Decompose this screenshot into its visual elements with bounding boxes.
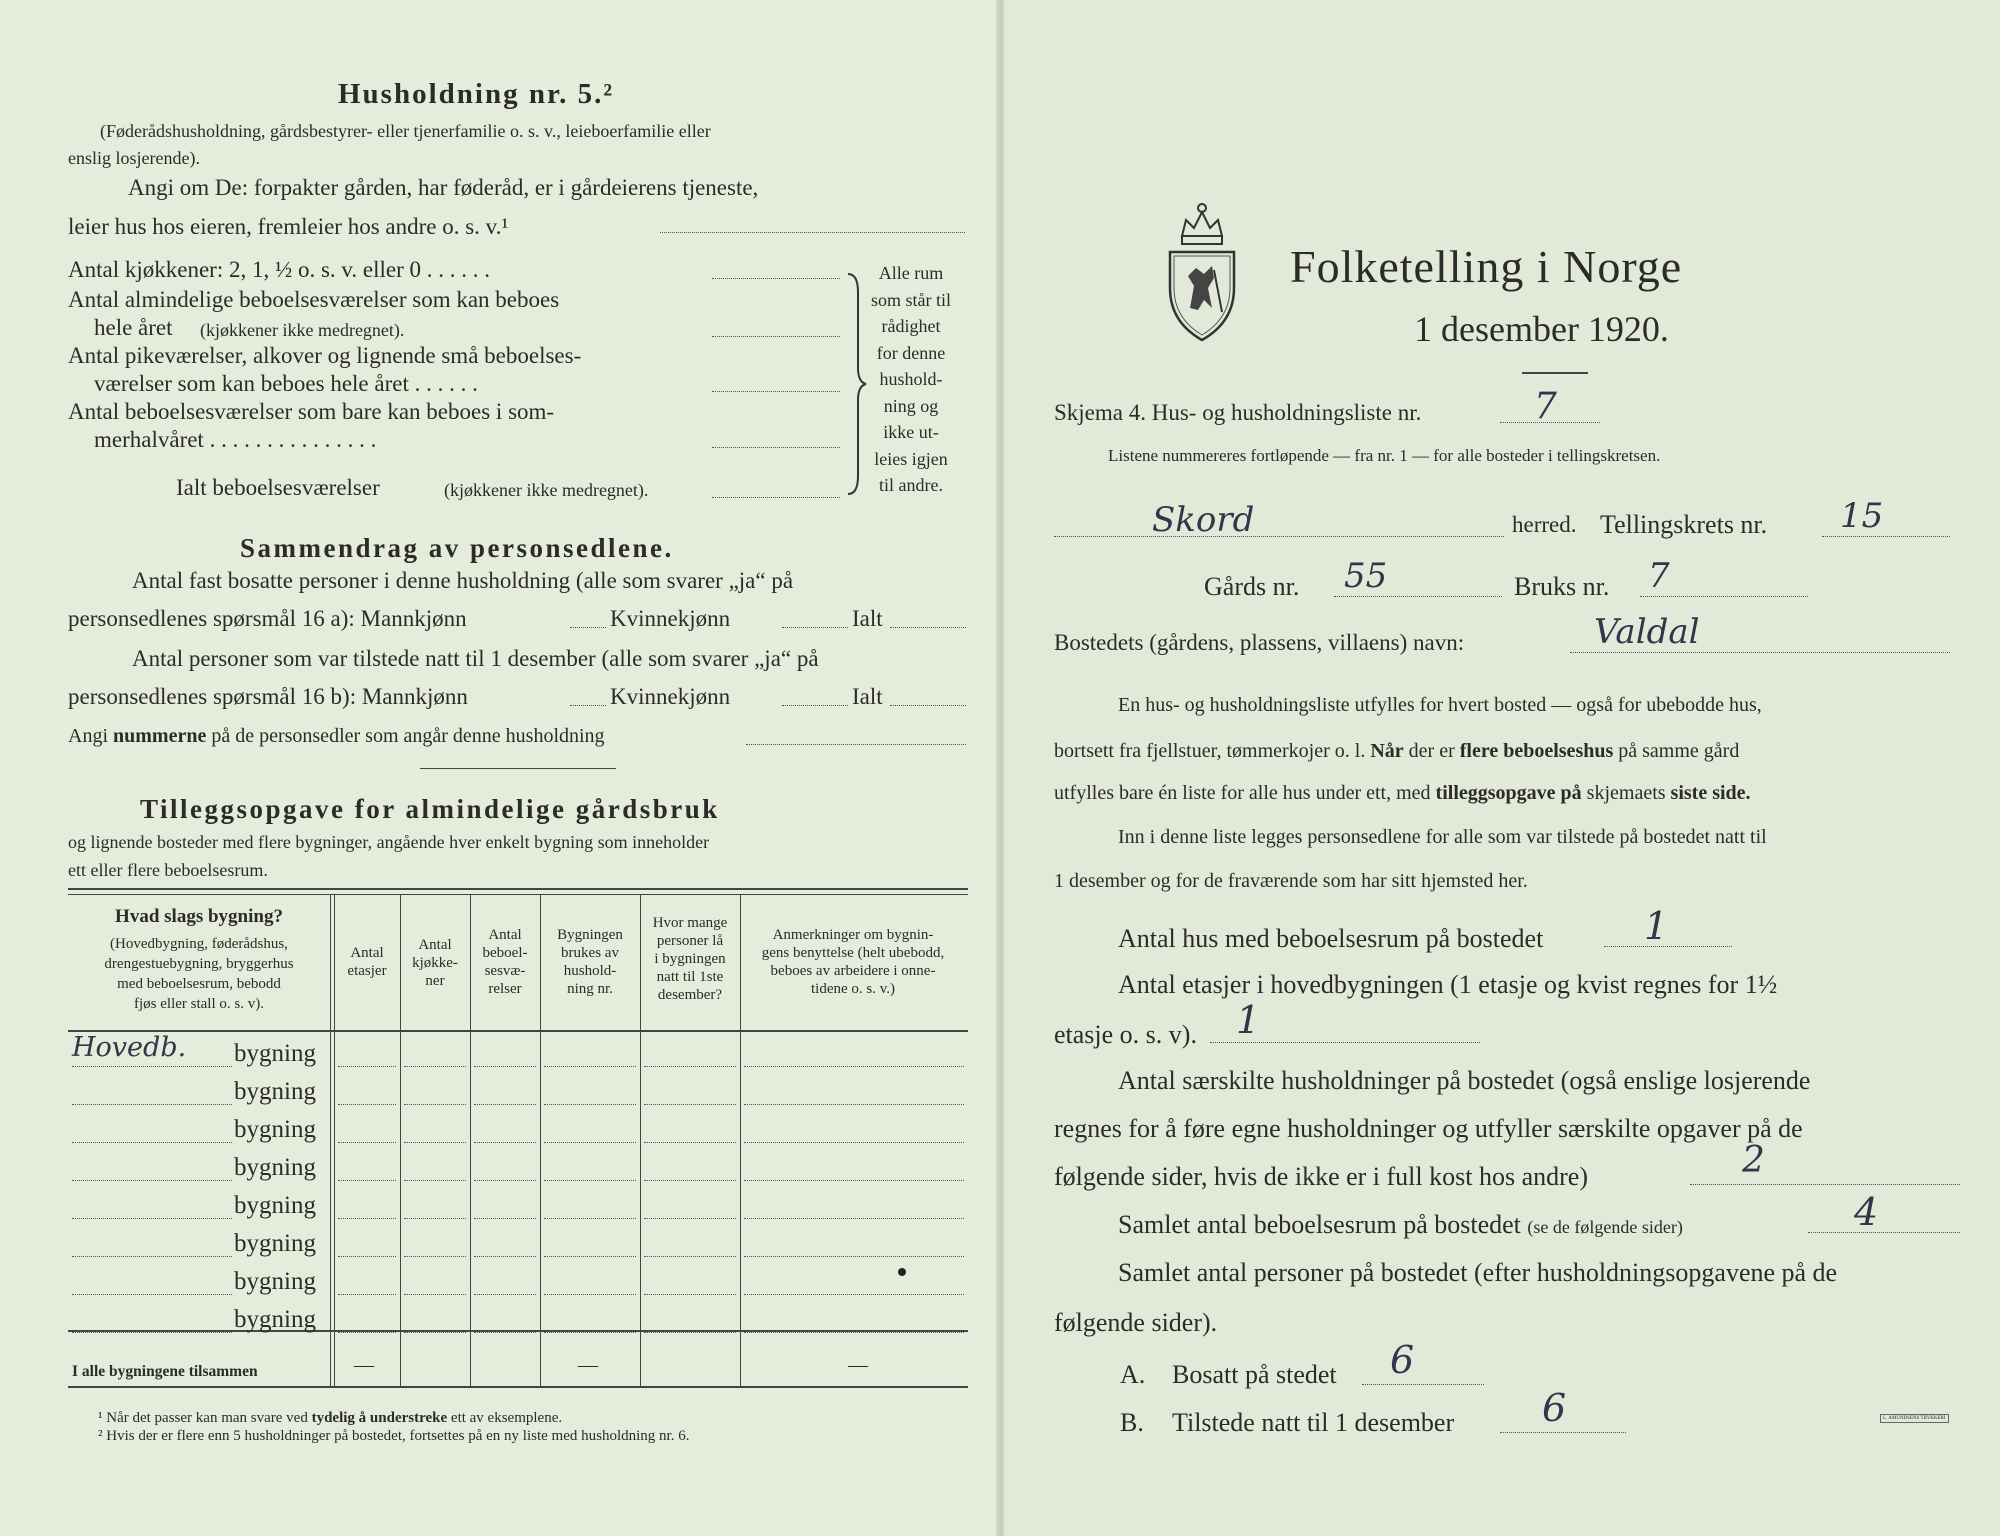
building-row-label: bygning [234, 1268, 316, 1295]
total-rooms-line [712, 497, 840, 498]
table-cell-line [544, 1332, 636, 1333]
building-type-value: Hovedb. [72, 1032, 187, 1063]
present-total-label: Ialt [852, 684, 883, 709]
total-rooms-label-b: (se de følgende sider) [1527, 1217, 1683, 1237]
residence-name-value: Valdal [1594, 612, 1700, 652]
table-cell-line [404, 1294, 466, 1295]
building-type-line [72, 1256, 232, 1257]
table-cell-line [474, 1294, 536, 1295]
table-cell-line [544, 1180, 636, 1181]
households-line [1690, 1184, 1960, 1185]
houses-label: Antal hus med beboelsesrum på bostedet [1118, 924, 1544, 953]
col-head-line: beboes av arbeidere i onne- [770, 963, 936, 979]
table-cell-line [338, 1218, 396, 1219]
building-type-line [72, 1332, 232, 1333]
holding-number-value: 7 [1648, 556, 1670, 596]
table-cell-line [644, 1180, 736, 1181]
table-head-rule [68, 1030, 968, 1032]
table-cell-line [338, 1142, 396, 1143]
schema-label: Skjema 4. Hus- og husholdningsliste nr. [1054, 400, 1422, 425]
present-female-label: Kvinnekjønn [610, 684, 731, 709]
side-note-line: som står til [871, 289, 951, 310]
table-top-rule-2 [68, 894, 968, 895]
table-cell-line [544, 1294, 636, 1295]
table-cell-line [404, 1104, 466, 1105]
resident-female-line [782, 627, 848, 628]
present-line-1: Antal personer som var tilstede natt til 1 desember (alle som svarer „ja“ på [132, 646, 819, 671]
angi-line-2: leier hus hos eieren, fremleier hos andre o. s. v.¹ [68, 214, 509, 239]
households-label-1: Antal særskilte husholdninger på bostedet (også enslige losjerende [1118, 1066, 1811, 1095]
side-note-line: hushold- [879, 369, 943, 389]
col-head-line: tidene o. s. v.) [810, 981, 895, 997]
present-b-line [1500, 1432, 1626, 1433]
col-building-sub-line: (Hovedbygning, føderådshus, [110, 936, 288, 952]
footnote-1-b: tydelig å understreke [311, 1410, 448, 1426]
footnote-1 [98, 1410, 562, 1427]
instruction-1: En hus- og husholdningsliste utfylles for hvert bosted — også for ubebodde hus, [1118, 694, 1762, 716]
col-head-line: natt til 1ste [656, 969, 724, 985]
table-cell-line [474, 1218, 536, 1219]
col-head-line: Antal [350, 945, 384, 961]
farm-number-value: 55 [1344, 556, 1388, 596]
col-head-line: ning nr. [567, 981, 613, 997]
residence-name-label: Bostedets (gårdens, plassens, villaens) navn: [1054, 630, 1465, 655]
col-rule [330, 894, 331, 1386]
col-head-line: etasjer [347, 963, 387, 979]
col-building-head: Hvad slags bygning? [115, 906, 283, 927]
building-row-label: bygning [234, 1230, 316, 1257]
resident-total-line [890, 627, 966, 628]
col-building-sub-line: med beboelsesrum, bebodd [117, 976, 281, 992]
houses-value: 1 [1644, 904, 1669, 948]
col-head-line: brukes av [561, 945, 619, 961]
table-cell-line [644, 1066, 736, 1067]
table-cell-line [644, 1218, 736, 1219]
table-cell-line [404, 1256, 466, 1257]
table-cell-line [338, 1104, 396, 1105]
right-page [1004, 0, 2000, 1536]
building-type-line [72, 1104, 232, 1105]
resident-line-1: Antal fast bosatte personer i denne husholdning (alle som svarer „ja“ på [132, 568, 794, 593]
small-rooms-line [712, 391, 840, 392]
building-row-label: bygning [234, 1192, 316, 1219]
side-note-line: ning og [883, 395, 939, 416]
col-head-line: hushold- [563, 963, 617, 979]
col-head-line: Antal [418, 937, 452, 953]
table-cell-line [338, 1066, 396, 1067]
footnote-2: ² Hvis der er flere enn 5 husholdninger på bostedet, fortsettes på en ny liste med husholdning nr. 6. [98, 1428, 690, 1444]
table-cell-line [744, 1294, 964, 1295]
ordinary-rooms-note: (kjøkkener ikke medregnet). [200, 320, 405, 340]
table-cell-line [544, 1104, 636, 1105]
numbers-label-b: nummerne [113, 725, 207, 747]
table-cell-line [404, 1218, 466, 1219]
col-building-sub-line: fjøs eller stall o. s. v). [134, 996, 264, 1012]
col-head-line: personer lå [656, 933, 724, 949]
col-head-line: desember? [657, 987, 723, 1003]
building-row-label: bygning [234, 1078, 316, 1105]
census-title: Folketelling i Norge [1290, 241, 1683, 292]
resident-a-letter: A. [1120, 1360, 1146, 1389]
col-head-line: sesvæ- [484, 963, 526, 979]
small-rooms-label-2: værelser som kan beboes hele året . . . . . . [94, 371, 478, 396]
supplement-line-2: ett eller flere beboelsesrum. [68, 860, 268, 880]
section-divider [420, 768, 616, 769]
table-cell-line [474, 1256, 536, 1257]
total-rooms-label-r [1118, 1210, 1683, 1240]
col-kitchens-head [400, 936, 470, 990]
side-note-line: leies igjen [874, 448, 948, 469]
table-cell-line [544, 1142, 636, 1143]
footnote-1-c: ett av eksemplene. [450, 1410, 563, 1426]
present-total-line [890, 705, 966, 706]
farm-number-line [1334, 596, 1502, 597]
col-building-sub-line: drengestuebygning, bryggerhus [104, 956, 294, 972]
households-label-3: følgende sider, hvis de ikke er i full kost hos andre) [1054, 1162, 1588, 1191]
col-head-line: Hvor mange [652, 915, 728, 931]
residence-name-line [1570, 652, 1950, 653]
col-head-line: Bygningen [557, 927, 623, 943]
table-cell-line [404, 1180, 466, 1181]
numbers-line [746, 744, 966, 745]
angi-answer-line [660, 232, 965, 233]
building-row-label: bygning [234, 1306, 316, 1333]
resident-female-label: Kvinnekjønn [610, 606, 731, 631]
col-rooms-head [470, 926, 540, 998]
table-cell-line [474, 1332, 536, 1333]
total-dash: — [578, 1354, 598, 1376]
table-cell-line [644, 1256, 736, 1257]
total-rooms-label: Ialt beboelsesværelser [176, 475, 380, 500]
side-note-line: rådighet [881, 316, 941, 336]
farm-number-label: Gårds nr. [1204, 572, 1300, 601]
supplement-line-1: og lignende bosteder med flere bygninger, angående hver enkelt bygning som inneholder [68, 832, 710, 852]
building-type-line [72, 1218, 232, 1219]
ordinary-rooms-line [712, 336, 840, 337]
resident-male-line [570, 627, 606, 628]
printer-stamp: L. AMUNDSENS TRYKKERI [1880, 1414, 1949, 1423]
table-cell-line [644, 1332, 736, 1333]
kitchens-label: Antal kjøkkener: 2, 1, ½ o. s. v. eller 0 . . . . . . [68, 257, 491, 282]
present-female-line [782, 705, 848, 706]
table-cell-line [644, 1142, 736, 1143]
herred-value: Skord [1152, 500, 1255, 540]
total-rooms-value: 4 [1854, 1190, 1879, 1234]
instruction-2 [1054, 740, 1739, 763]
instruction-2-d: flere beboelseshus [1459, 740, 1614, 762]
brace-mark [844, 272, 868, 496]
instruction-3-d: siste side. [1670, 782, 1751, 804]
total-rooms-note: (kjøkkener ikke medregnet). [444, 480, 649, 500]
building-type-line [72, 1294, 232, 1295]
resident-a-label: Bosatt på stedet [1172, 1360, 1337, 1389]
col-floors-head [334, 944, 400, 980]
title-rule [1522, 372, 1588, 374]
col-head-line: gens benyttelse (helt ubebodd, [761, 945, 945, 961]
col-remarks-head [740, 926, 966, 998]
resident-total-label: Ialt [852, 606, 883, 631]
col-building-sub [68, 934, 330, 1014]
summer-rooms-label-2: merhalvåret . . . . . . . . . . . . . . . [94, 427, 377, 452]
total-persons-label-1: Samlet antal personer på bostedet (efter husholdningsopgavene på de [1118, 1258, 1838, 1287]
district-line [1822, 536, 1950, 537]
ink-dot [898, 1268, 906, 1276]
summer-rooms-line [712, 447, 840, 448]
resident-a-value: 6 [1390, 1338, 1415, 1382]
table-cell-line [338, 1256, 396, 1257]
schema-number: 7 [1534, 386, 1557, 427]
numbering-note: Listene nummereres fortløpende — fra nr. 1 — for alle bosteder i tellingskretsen. [1108, 446, 1661, 465]
table-cell-line [404, 1332, 466, 1333]
table-cell-line [744, 1256, 964, 1257]
households-value: 2 [1742, 1140, 1765, 1181]
summary-title: Sammendrag av personsedlene. [240, 533, 674, 563]
floors-line [1210, 1042, 1480, 1043]
district-value: 15 [1840, 496, 1884, 536]
building-type-line [72, 1180, 232, 1181]
table-cell-line [338, 1332, 396, 1333]
side-note-line: Alle rum [878, 263, 944, 283]
herred-line [1054, 536, 1504, 537]
total-persons-label-2: følgende sider). [1054, 1308, 1218, 1337]
table-cell-line [744, 1142, 964, 1143]
total-row-label: I alle bygningene tilsammen [72, 1363, 258, 1380]
table-cell-line [744, 1066, 964, 1067]
instruction-5: 1 desember og for de fraværende som har sitt hjemsted her. [1054, 870, 1528, 892]
intro-line-2: enslig losjerende). [68, 148, 200, 168]
col-household-head [540, 926, 640, 998]
table-cell-line [474, 1104, 536, 1105]
building-row-label: bygning [234, 1116, 316, 1143]
ordinary-rooms-label-2: hele året [94, 315, 173, 340]
side-note-line: ikke ut- [883, 422, 939, 442]
table-cell-line [544, 1218, 636, 1219]
total-dash: — [354, 1354, 374, 1376]
col-head-line: relser [488, 981, 522, 997]
household-title: Husholdning nr. 5.² [338, 78, 615, 110]
instruction-2-b: Når [1370, 740, 1404, 762]
table-top-rule [68, 888, 968, 890]
table-cell-line [744, 1218, 964, 1219]
side-note-line: til andre. [879, 475, 943, 495]
col-head-line: kjøkke- [412, 955, 458, 971]
building-row-label: bygning [234, 1154, 316, 1181]
numbers-label-c: på de personsedler som angår denne husholdning [211, 725, 605, 747]
district-label: Tellingskrets nr. [1600, 510, 1768, 539]
side-note-line: for denne [876, 342, 946, 363]
side-note [866, 260, 956, 499]
total-rooms-line-r [1808, 1232, 1960, 1233]
floors-value: 1 [1236, 998, 1261, 1042]
table-cell-line [644, 1294, 736, 1295]
total-dash: — [848, 1354, 868, 1376]
building-type-line [72, 1142, 232, 1143]
floors-label-2: etasje o. s. v). [1054, 1020, 1197, 1049]
instruction-2-c: der er [1408, 740, 1455, 762]
table-cell-line [474, 1066, 536, 1067]
summer-rooms-label-1: Antal beboelsesværelser som bare kan beboes i som- [68, 399, 555, 424]
table-cell-line [474, 1180, 536, 1181]
kitchens-line [712, 278, 840, 279]
col-persons-head [640, 914, 740, 1004]
table-bottom-rule [68, 1386, 968, 1388]
resident-a-line [1362, 1384, 1484, 1385]
coat-of-arms-icon [1164, 196, 1240, 344]
col-head-line: i bygningen [654, 951, 726, 967]
table-cell-line [404, 1066, 466, 1067]
table-cell-line [338, 1294, 396, 1295]
col-head-line: Antal [488, 927, 522, 943]
present-b-value: 6 [1542, 1386, 1567, 1430]
table-cell-line [338, 1180, 396, 1181]
building-type-line [72, 1066, 232, 1067]
table-cell-line [404, 1142, 466, 1143]
numbers-label [68, 725, 605, 748]
table-cell-line [644, 1104, 736, 1105]
present-b-letter: B. [1120, 1408, 1144, 1437]
present-b-label: Tilstede natt til 1 desember [1172, 1408, 1455, 1437]
table-cell-line [744, 1332, 964, 1333]
small-rooms-label-1: Antal pikeværelser, alkover og lignende små beboelses- [68, 343, 582, 368]
angi-line-1: Angi om De: forpakter gården, har føderåd, er i gårdeierens tjeneste, [128, 175, 759, 200]
instruction-4: Inn i denne liste legges personsedlene for alle som var tilstede på bostedet natt til [1118, 826, 1767, 848]
building-row-label: bygning [234, 1040, 316, 1067]
supplement-title: Tilleggsopgave for almindelige gårdsbruk [140, 794, 720, 824]
ordinary-rooms-label-1: Antal almindelige beboelsesværelser som kan beboes [68, 287, 560, 312]
table-cell-line [474, 1142, 536, 1143]
table-cell-line [544, 1066, 636, 1067]
instruction-2-a: bortsett fra fjellstuer, tømmerkojer o. l. [1054, 740, 1366, 762]
holding-number-label: Bruks nr. [1514, 572, 1610, 601]
resident-line-2: personsedlenes spørsmål 16 a): Mannkjønn [68, 606, 467, 631]
instruction-3 [1054, 782, 1751, 805]
census-date: 1 desember 1920. [1414, 309, 1669, 349]
table-cell-line [544, 1256, 636, 1257]
herred-label: herred. [1512, 512, 1577, 537]
instruction-3-c: skjemaets [1586, 782, 1666, 804]
col-head-line: beboel- [482, 945, 528, 961]
total-rooms-label-a: Samlet antal beboelsesrum på bostedet [1118, 1210, 1521, 1239]
households-label-2: regnes for å føre egne husholdninger og utfyller særskilte opgaver på de [1054, 1114, 1803, 1143]
table-cell-line [744, 1180, 964, 1181]
numbers-label-a: Angi [68, 725, 108, 747]
col-head-line: Anmerkninger om bygnin- [772, 927, 934, 943]
intro-line-1: (Føderådshusholdning, gårdsbestyrer- eller tjenerfamilie o. s. v., leieboerfamilie eller [100, 121, 711, 141]
instruction-3-b: tilleggsopgave på [1435, 782, 1582, 804]
table-cell-line [744, 1104, 964, 1105]
instruction-3-a: utfylles bare én liste for alle hus under ett, med [1054, 782, 1431, 804]
present-line-2: personsedlenes spørsmål 16 b): Mannkjønn [68, 684, 468, 709]
col-head-line: ner [425, 973, 445, 989]
holding-number-line [1640, 596, 1808, 597]
present-male-line [570, 705, 606, 706]
instruction-2-e: på samme gård [1618, 740, 1740, 762]
floors-label-1: Antal etasjer i hovedbygningen (1 etasje og kvist regnes for 1½ [1118, 970, 1778, 999]
footnote-1-a: ¹ Når det passer kan man svare ved [98, 1410, 308, 1426]
